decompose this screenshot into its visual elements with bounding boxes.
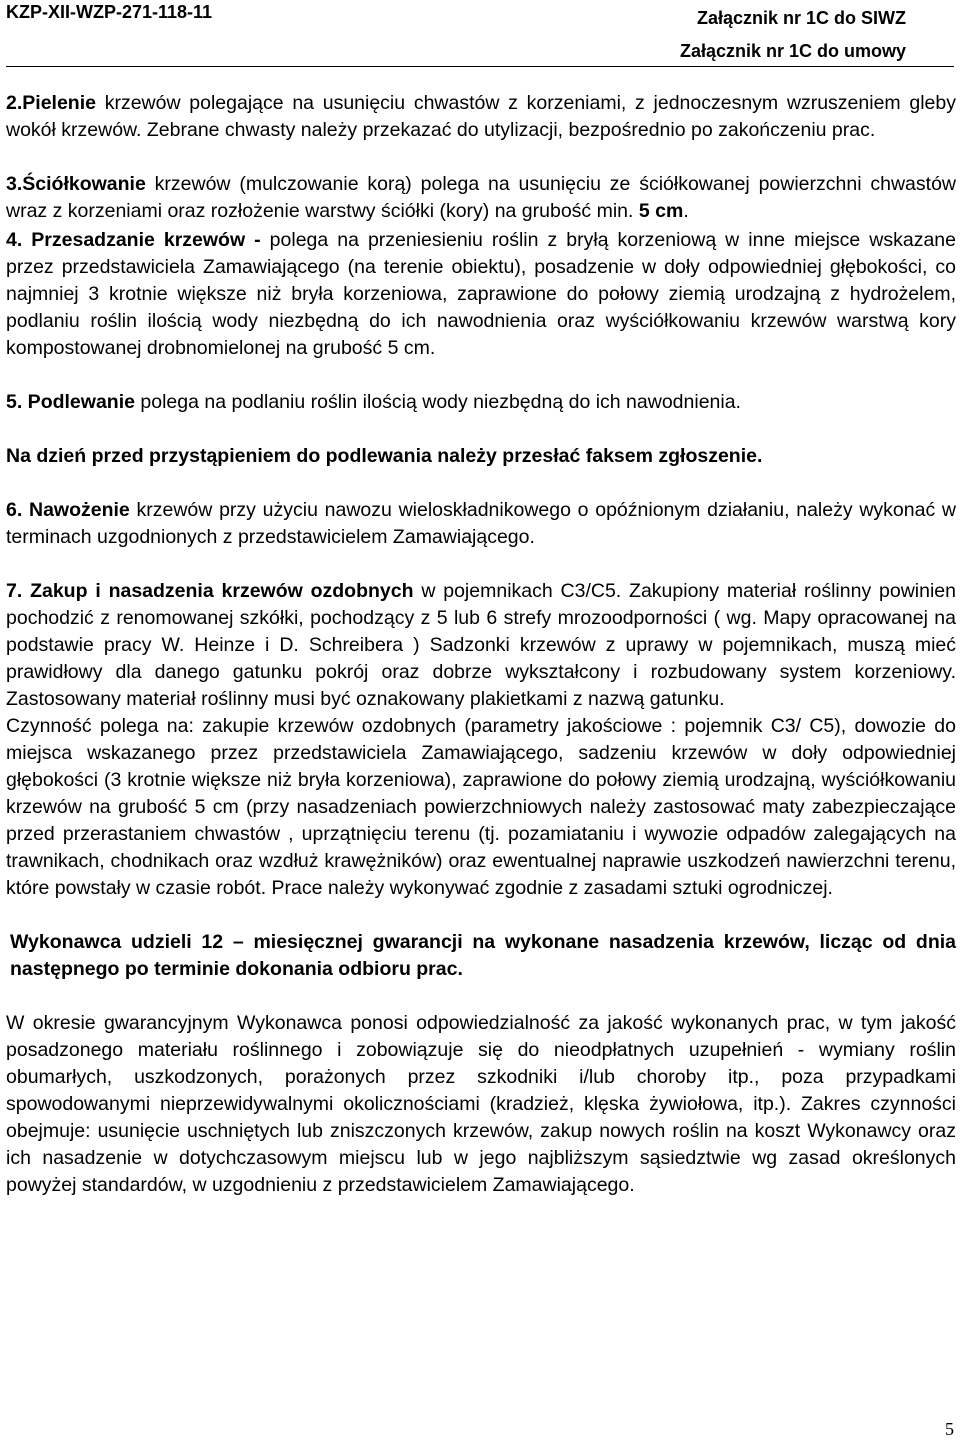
item-number: 6. — [6, 499, 23, 521]
watering-notice — [6, 443, 956, 470]
item-text: krzewów (mulczowanie korą) polega na usunięciu ze ściółkowanej powierzchni chwastów wraz z korzeniami oraz rozłożenie warstwy ściółki (kory) na grubość min. — [6, 173, 956, 222]
item-text: krzewów przy użyciu nawozu wieloskładnikowego o opóźnionym działaniu, należy wykonać w terminach uzgodnionych z przedstawicielem Zamawiającego. — [6, 499, 957, 548]
item-mulching — [6, 171, 956, 225]
item-title: Podlewanie — [22, 391, 135, 413]
item-bold-value: 5 cm — [638, 200, 684, 222]
item-number: 3. — [6, 173, 23, 195]
warranty-statement — [6, 929, 956, 983]
item-title: Nawożenie — [22, 499, 130, 521]
item-title: Przesadzanie krzewów - — [22, 229, 261, 251]
item-number: 5. — [6, 391, 23, 413]
item-text: polega na przeniesieniu roślin z bryłą korzeniową w inne miejsce wskazane przez przedstawiciela Zamawiającego (na terenie obiektu), posadzenie w doły odpowiedniej głębokości, co najmniej 3 krotnie większe niż bryła korzeniowa, zaprawione do połowy ziemią urodzajną z hydrożelem, podlaniu roślin ilością wody niezbędną do ich nawodnienia oraz wyściółkowaniu krzewów warstwą kory kompostowanej drobnomielonej na grubość 5 cm. — [6, 229, 956, 359]
header-divider — [6, 66, 954, 67]
document-reference: KZP-XII-WZP-271-118-11 — [6, 2, 213, 22]
item-number: 2. — [6, 92, 23, 114]
item-text-tail: . — [683, 200, 689, 222]
document-body — [6, 90, 956, 1199]
item-text: w pojemnikach C3/C5. Zakupiony materiał roślinny powinien pochodzić z renomowanej szkółki, pochodzący z 5 lub 6 strefy mrozoodporności ( wg. Mapy opracowanej na podstawie pracy W. Heinze i D. Schreibera ) Sadzonki krzewów z uprawy w pojemnikach, muszą mieć prawidłowy dla danego gatunku pokrój oraz dobrze wykształcony i rozbudowany system korzeniowy. Zastosowany materiał roślinny musi być oznakowany plakietkami z nazwą gatunku. — [6, 580, 956, 710]
item-fertilizing — [6, 497, 956, 551]
item-watering — [6, 389, 956, 416]
page-number: 5 — [945, 1419, 954, 1439]
item-title: Ściółkowanie — [22, 173, 146, 195]
item-planting-details: Czynność polega na: zakupie krzewów ozdobnych (parametry jakościowe : pojemnik C3/ C5), dowozie do miejsca wskazanego przez przedstawiciela Zamawiającego, sadzeniu krzewów w doły odpowiedniej głębokości (3 krotnie większe niż bryła korzeniowa), zaprawione do połowy ziemią urodzajną, wyściółkowaniu krzewów na grubość 5 cm (przy nasadzeniach powierzchniowych należy zastosować maty zabezpieczające przed przerastaniem chwastów , uprzątnięciu terenu (tj. pozamiataniu i wywozie odpadów zalegających na trawnikach, chodnikach oraz wzdłuż krawężników) oraz ewentualnej naprawie uszkodzeń nawierzchni terenu, które powstały w czasie robót. Prace należy wykonywać zgodnie z zasadami sztuki ogrodniczej. — [6, 715, 956, 899]
item-number: 7. — [6, 580, 23, 602]
item-text: krzewów polegające na usunięciu chwastów z korzeniami, z jednoczesnym wzruszeniem gleby wokół krzewów. Zebrane chwasty należy przekazać do utylizacji, bezpośrednio po zakończeniu prac. — [6, 92, 956, 141]
annex-siwz-label: Załącznik nr 1C do SIWZ — [696, 8, 906, 28]
item-title: Pielenie — [22, 92, 96, 114]
item-title: Zakup i nasadzenia krzewów ozdobnych — [22, 580, 414, 602]
notice-text: Na dzień przed przystąpieniem do podlewania należy przesłać faksem zgłoszenie. — [6, 445, 763, 467]
item-weeding — [6, 90, 956, 144]
item-number: 4. — [6, 229, 23, 251]
item-planting — [6, 578, 956, 713]
annex-contract-label: Załącznik nr 1C do umowy — [679, 41, 906, 61]
item-text: polega na podlaniu roślin ilością wody niezbędną do ich nawodnienia. — [134, 391, 741, 413]
warranty-details: W okresie gwarancyjnym Wykonawca ponosi odpowiedzialność za jakość wykonanych prac, w tym jakość posadzonego materiału roślinnego i zobowiązuje się do nieodpłatnych uzupełnień - wymiany roślin obumarłych, uszkodzonych, porażonych przez szkodniki i/lub choroby itp., poza przypadkami spowodowanymi nieprzewidywalnymi okolicznościami (kradzież, klęska żywiołowa, itp.). Zakres czynności obejmuje: usunięcie uschniętych lub zniszczonych krzewów, zakup nowych roślin na koszt Wykonawcy oraz ich nasadzenie w dotychczasowym miejscu lub w jego najbliższym sąsiedztwie wg zasad określonych powyżej standardów, w uzgodnieniu z przedstawicielem Zamawiającego. — [6, 1012, 956, 1196]
item-transplanting — [6, 227, 956, 362]
annex-labels — [680, 2, 906, 68]
warranty-text: Wykonawca udzieli 12 – miesięcznej gwarancji na wykonane nasadzenia krzewów, licząc od dnia następnego po terminie dokonania odbioru prac. — [10, 931, 956, 980]
